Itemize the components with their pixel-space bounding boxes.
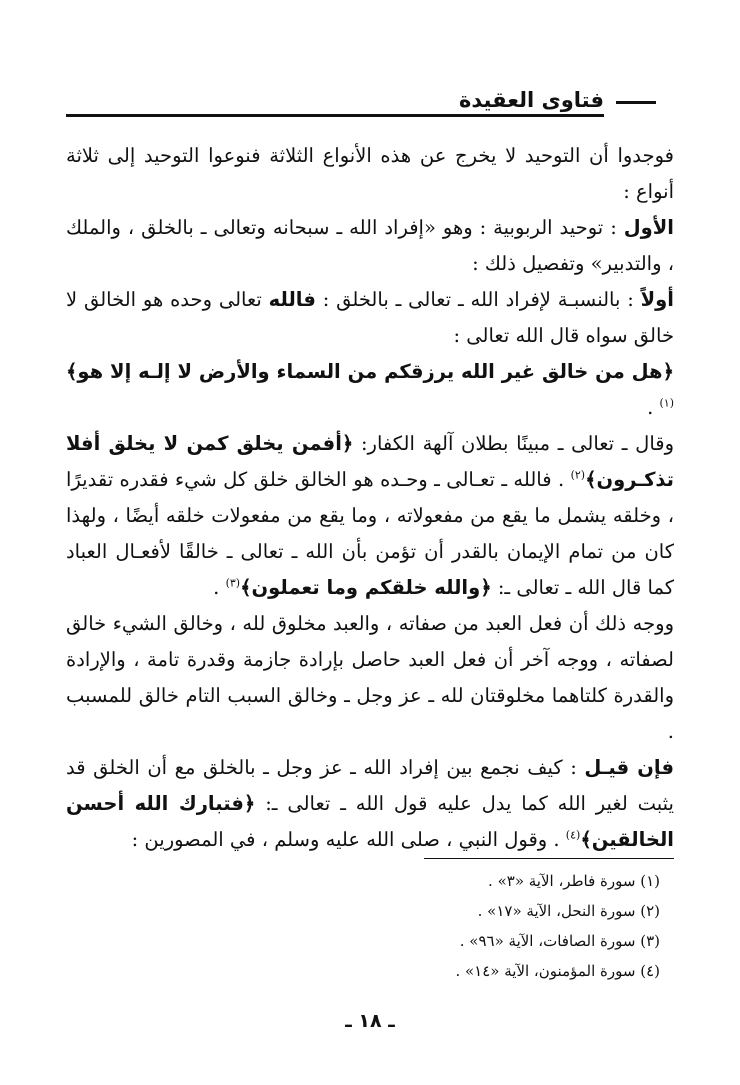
emphasized-text: الأول [623,216,674,239]
paragraph [66,606,674,750]
paragraph [66,210,674,282]
emphasized-text: فالله [268,288,316,311]
text-run: فوجدوا أن التوحيد لا يخرج عن هذه الأنواع الثلاثة فنوعوا التوحيد إلى ثلاثة أنواع : [66,144,674,203]
text-run: : بالنسبـة لإفراد الله ـ تعالى ـ بالخلق : [315,288,641,311]
page-number: ـ ١٨ ـ [345,1010,395,1032]
text-run: ووجه ذلك أن فعل العبد من صفاته ، والعبد مخلوق لله ، وخالق الشيء خالق لصفاته ، ووجه آخر أن فعل العبد حاصل بإرادة جازمة وقدرة تامة ، والإرادة والقدرة كلتاهما مخلوقتان لله ـ عز وجل ـ وخالق السبب التام خالق للمسبب . [66,612,674,743]
text-run: : كيف نجمع بين إفراد الله ـ عز وجل ـ بالخلق مع أن الخلق قد يثبت لغير الله كما يدل عليه قول الله ـ تعالى ـ: [66,756,674,815]
text-run: تعالى وحده هو الخالق لا خالق سواه قال الله تعالى : [66,288,674,347]
footnote-reference: (٣) [225,576,241,590]
text-run: وقال ـ تعالى ـ مبينًا بطلان آلهة الكفار: [353,432,674,455]
footnote-separator [424,858,674,859]
text-run: : توحيد الربوبية : وهو «إفراد الله ـ سبحانه وتعالى ـ بالخلق ، والملك ، والتدبير» وتفصيل ذلك : [66,216,674,275]
footnote-reference: (٤) [565,828,581,842]
footnote-1: (١) سورة فاطر، الآية «٣» . [488,872,660,890]
header-rule [66,114,604,117]
footnote-reference: (٢) [570,468,586,482]
header-title: فتاوى العقيدة [459,88,604,112]
running-header [66,88,656,118]
header-dash [616,101,656,104]
text-run: . [213,576,226,599]
footnotes [66,866,660,986]
text-run: . فالله ـ تعـالى ـ وحـده هو الخالق خلق كل شيء فقدره تقديرًا ، وخلقه يشمل ما يقع من مفعولاته ، وما يقع من مفعولات خلقه أيضًا ، ولهذا كان من تمام الإيمان بالقدر أن تؤمن بأن الله ـ تعالى ـ خالقًا لأفعـال العباد كما قال الله ـ تعالى ـ: [66,468,674,599]
paragraph [66,138,674,210]
paragraph [66,750,674,858]
emphasized-text: فإن قيـل [584,756,674,779]
emphasized-text: أولاً [640,288,674,311]
body-text [66,138,674,858]
paragraph [66,282,674,354]
emphasized-text: ﴿فتبارك الله أحسن الخالقين﴾ [66,792,674,851]
footnote-2: (٢) سورة النحل، الآية «١٧» . [477,902,660,920]
footnote-3: (٣) سورة الصافات، الآية «٩٦» . [459,932,660,950]
emphasized-text: ﴿والله خلقكم وما تعملون﴾ [240,576,492,599]
footnote-4: (٤) سورة المؤمنون، الآية «١٤» . [455,962,660,980]
text-run: . وقول النبي ، صلى الله عليه وسلم ، في المصورين : [131,828,566,851]
paragraph [66,354,674,426]
emphasized-text: ﴿هل من خالق غير الله يرزقكم من السماء والأرض لا إلـه إلا هو﴾ [66,360,674,383]
text-run: . [647,396,660,419]
paragraph [66,426,674,606]
footnote-reference: (١) [659,396,674,410]
emphasized-text: ﴿أفمن يخلق كمن لا يخلق أفلا تذكـرون﴾ [66,432,674,491]
